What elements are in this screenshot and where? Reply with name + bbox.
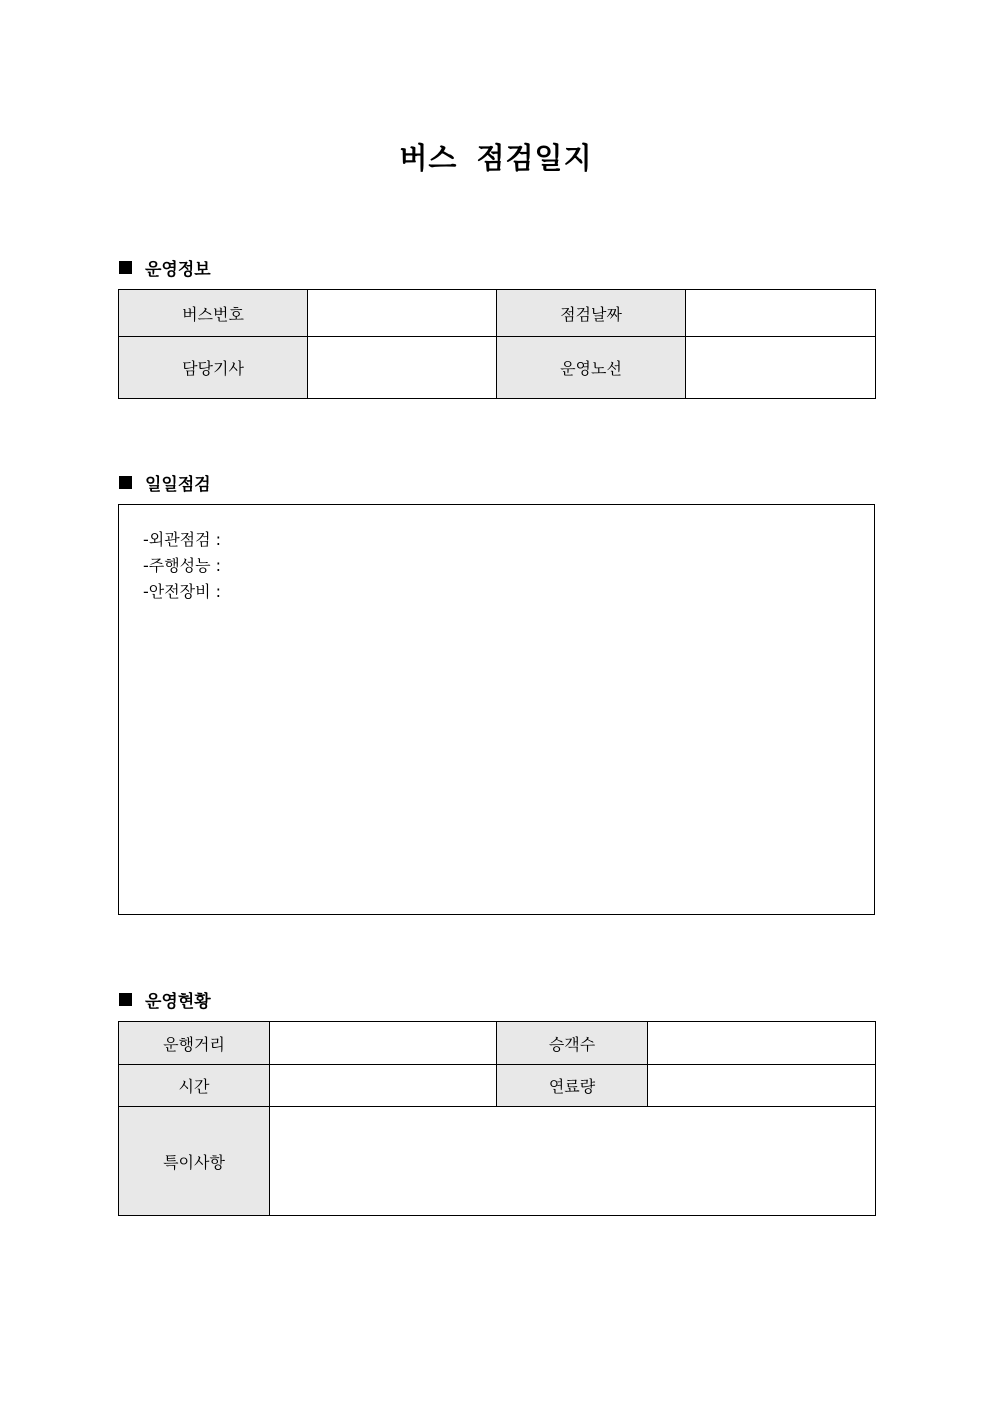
- table-row: [119, 1065, 876, 1107]
- document-title: 버스 점검일지: [399, 141, 593, 175]
- distance-field[interactable]: [270, 1022, 497, 1065]
- driver-field[interactable]: [308, 337, 497, 399]
- route-field[interactable]: [686, 337, 876, 399]
- section-heading-operation-info: [119, 255, 211, 280]
- section-heading-operation-status: [119, 987, 211, 1012]
- daily-check-box[interactable]: [118, 504, 875, 915]
- inspection-date-field[interactable]: [686, 290, 876, 337]
- passenger-count-label: 승객수: [497, 1022, 648, 1065]
- time-label: 시간: [119, 1065, 270, 1107]
- section-heading-label: 일일점검: [145, 475, 211, 495]
- driver-label: 담당기사: [119, 337, 308, 399]
- bus-number-label: 버스번호: [119, 290, 308, 337]
- notes-label: 특이사항: [119, 1107, 270, 1216]
- square-bullet-icon: [119, 261, 132, 274]
- square-bullet-icon: [119, 993, 132, 1006]
- inspection-date-label: 점검날짜: [497, 290, 686, 337]
- safety-equipment-line: -안전장비 :: [143, 582, 222, 601]
- square-bullet-icon: [119, 476, 132, 489]
- time-field[interactable]: [270, 1065, 497, 1107]
- fuel-field[interactable]: [648, 1065, 876, 1107]
- driving-performance-line: -주행성능 :: [143, 556, 222, 575]
- table-row: [119, 337, 876, 399]
- distance-label: 운행거리: [119, 1022, 270, 1065]
- operation-status-table: [118, 1021, 876, 1216]
- table-row: [119, 1107, 876, 1216]
- section-heading-label: 운영정보: [145, 260, 211, 280]
- notes-field[interactable]: [270, 1107, 876, 1216]
- section-heading-daily-check: [119, 470, 211, 495]
- route-label: 운영노선: [497, 337, 686, 399]
- fuel-label: 연료량: [497, 1065, 648, 1107]
- section-heading-label: 운영현황: [145, 992, 211, 1012]
- table-row: [119, 290, 876, 337]
- table-row: [119, 1022, 876, 1065]
- bus-number-field[interactable]: [308, 290, 497, 337]
- exterior-check-line: -외관점검 :: [143, 530, 222, 549]
- passenger-count-field[interactable]: [648, 1022, 876, 1065]
- operation-info-table: [118, 289, 876, 399]
